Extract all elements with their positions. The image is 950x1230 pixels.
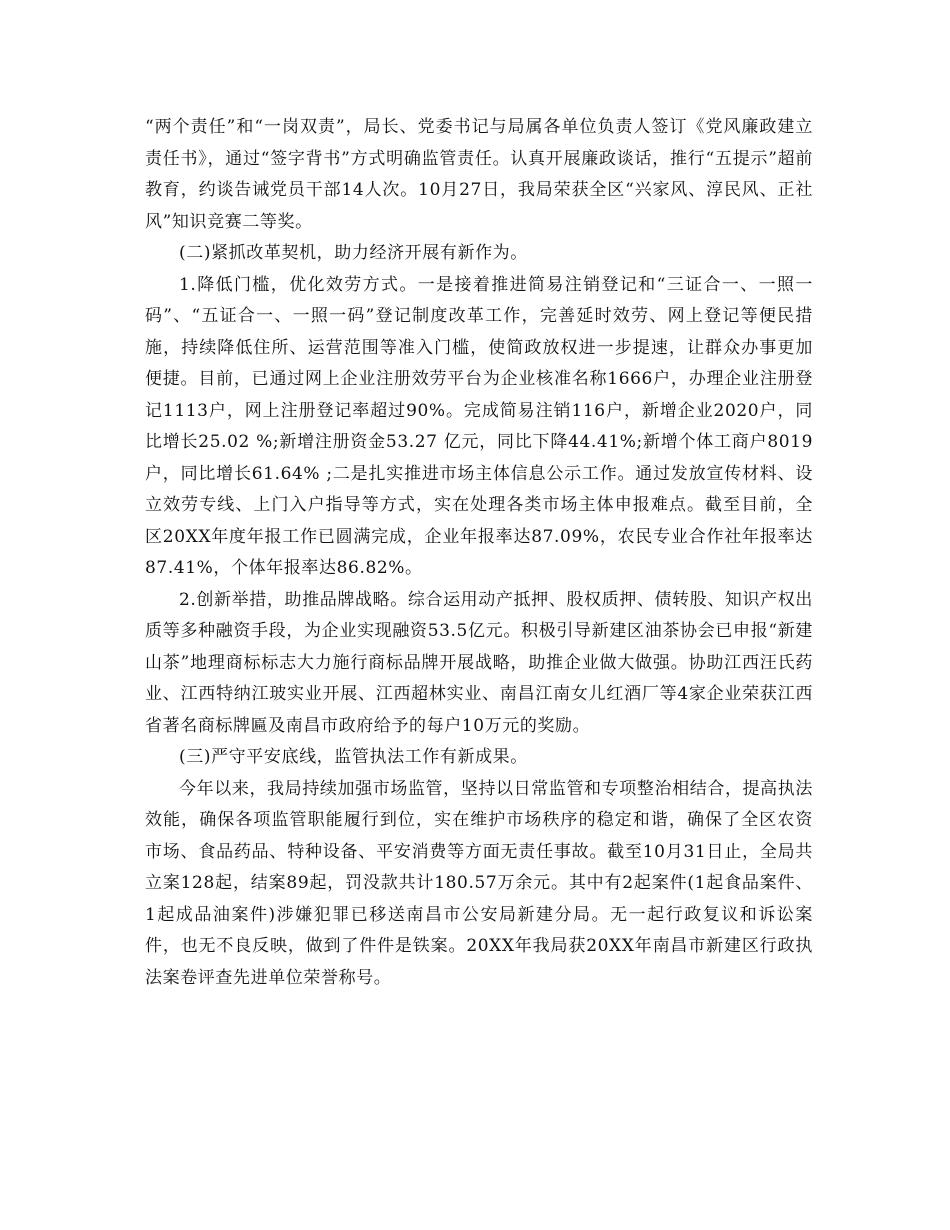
paragraph-brand-strategy: 2.创新举措，助推品牌战略。综合运用动产抵押、股权质押、债转股、知识产权出质等多种融资手段，为企业实现融资53.5亿元。积极引导新建区油茶协会已申报“新建山茶”地理商标标志大力施行商标品牌开展战略，助推企业做大做强。协助江西汪氏药业、江西特纳江玻实业开展、江西超林实业、南昌江南女儿红酒厂等4家企业荣获江西省著名商标牌匾及南昌市政府给予的每户10万元的奖励。: [145, 589, 813, 736]
paragraph-law-enforcement: 今年以来，我局持续加强市场监管，坚持以日常监管和专项整治相结合，提高执法效能，确保各项监管职能履行到位，实在维护市场秩序的稳定和谐，确保了全区农资市场、食品药品、特种设备、平安消费等方面无责任事故。截至10月31日止，全局共立案128起，结案89起，罚没款共计180.57万余元。其中有2起案件(1起食品案件、1起成品油案件)涉嫌犯罪已移送南昌市公安局新建分局。无一起行政复议和诉讼案件，也无不良反映，做到了件件是铁案。20XX年我局获20XX年南昌市新建区行政执法案卷评查先进单位荣誉称号。: [145, 778, 813, 988]
paragraph-responsibility: “两个责任”和“一岗双责”，局长、党委书记与局属各单位负责人签订《党风廉政建立责任书》，通过“签字背书”方式明确监管责任。认真开展廉政谈话，推行“五提示”超前教育，约谈告诫党员干部14人次。10月27日，我局荣获全区“兴家风、淳民风、正社风”知识竞赛二等奖。: [145, 117, 813, 232]
section-heading-reform: (二)紧抓改革契机，助力经济开展有新作为。: [179, 243, 528, 263]
section-heading-safety: (三)严守平安底线，监管执法工作有新成果。: [179, 747, 528, 767]
document-body: [145, 112, 813, 994]
paragraph-lower-threshold: 1.降低门槛，优化效劳方式。一是接着推进简易注销登记和“三证合一、一照一码”、“五证合一、一照一码”登记制度改革工作，完善延时效劳、网上登记等便民措施，持续降低住所、运营范围等准入门槛，使简政放权进一步提速，让群众办事更加便捷。目前，已通过网上企业注册效劳平台为企业核准名称1666户，办理企业注册登记1113户，网上注册登记率超过90%。完成简易注销116户，新增企业2020户，同比增长25.02 %;新增注册资金53.27 亿元，同比下降44.41%;新增个体工商户8019 户，同比增长61.64% ;二是扎实推进市场主体信息公示工作。通过发放宣传材料、设立效劳专线、上门入户指导等方式，实在处理各类市场主体申报难点。截至目前，全区20XX年度年报工作已圆满完成，企业年报率达87.09%，农民专业合作社年报率达87.41%，个体年报率达86.82%。: [145, 274, 813, 578]
